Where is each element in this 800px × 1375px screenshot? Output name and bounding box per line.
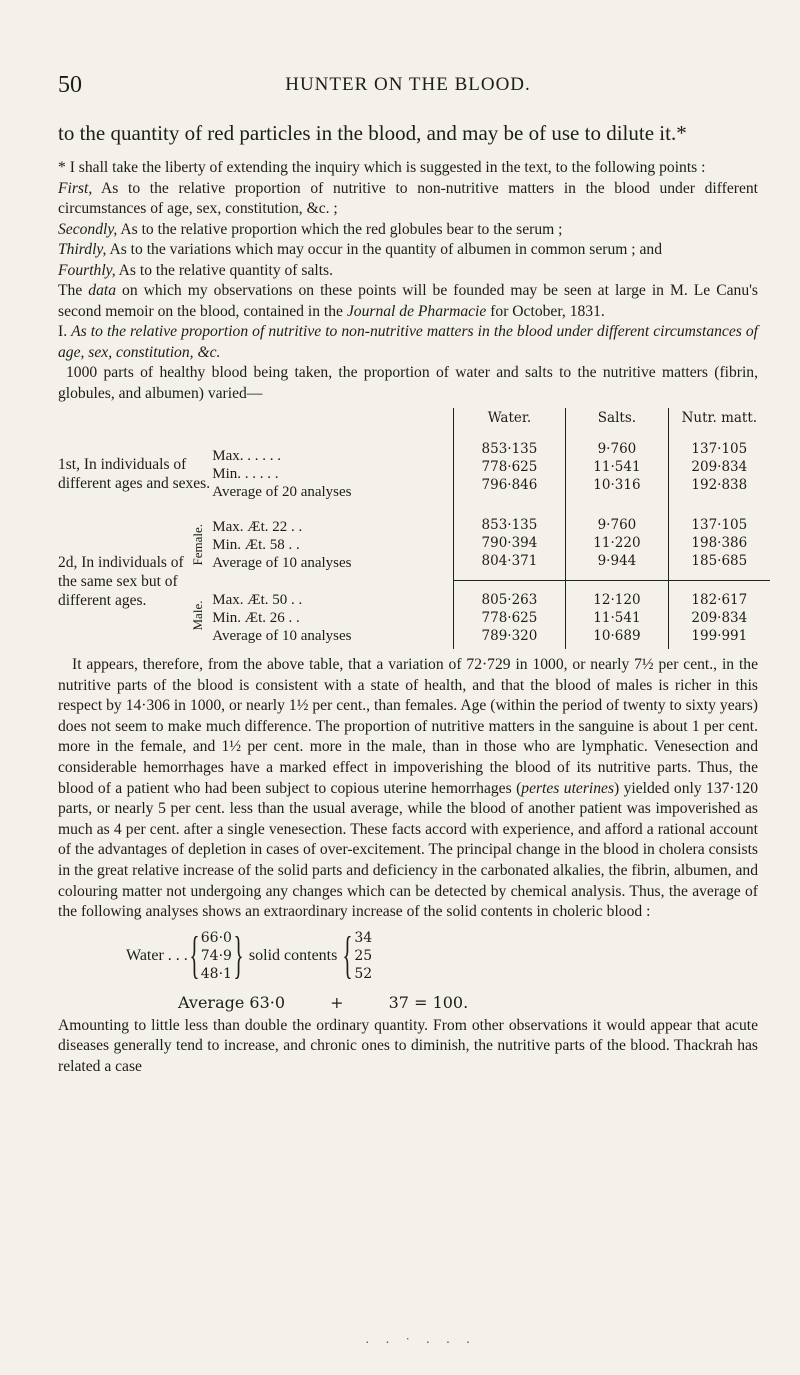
footnote-third	[58, 240, 758, 261]
cell: 9·760	[597, 517, 637, 533]
header-water: Water.	[453, 408, 566, 428]
cell: 853·135	[481, 517, 538, 533]
cell: 9·760	[597, 441, 637, 457]
average-solid: 37	[388, 992, 409, 1012]
running-title: HUNTER ON THE BLOOD.	[285, 74, 531, 95]
section-title: As to the relative proportion of nutritive to non-nutritive matters in the blood under different circumstances of age, sex, constitution, &c.	[58, 323, 758, 361]
male-row-label: Max. Æt. 50 . .	[212, 591, 303, 608]
male-water	[453, 581, 566, 650]
intro-paragraph: to the quantity of red particles in the blood, and may be of use to dilute it.*	[58, 121, 687, 145]
water-value: 66·0	[200, 929, 232, 946]
female-nutr	[668, 508, 770, 581]
left-brace: {	[342, 926, 353, 984]
footnote-second	[58, 220, 758, 241]
male-row-labels	[212, 581, 453, 650]
body-p2: ) yielded only 137·120 parts, or nearly 5 per cent. less than the usual average, while the blood of another patient was impoverished as much as 4 per cent. after a single venesection. These facts accord with experience, and afford a rational account of the advantages of depletion in cases of over-excitement. The principal change in the blood in cholera consists in the great relative increase of the solid parts and deficiency in the carbonated alkalies, the fibrin, albumen, and colouring matter not undergoing any changes which can be detected by chemical analysis. Thus, the average of the following analyses shows an extraordinary increase of the solid contents in choleric blood :	[58, 779, 758, 921]
salts-table	[58, 408, 770, 649]
body-p1: It appears, therefore, from the above table, that a variation of 72·729 in 1000, or nearly 7½ per cent., in the nutritive parts of the blood is consistent with a state of health, and that the blood of males is richer in this respect by 14·306 in 1000, or nearly 1½ per cent., than females. Age (within the period of twenty to sixty years) does not seem to make much difference. The proportion of nutritive matters in the sanguine is about 1 per cent. more in the female, and 1½ per cent. more in the male, than in those who are lymphatic. Venesection and considerable hemorrhages have a marked effect in impoverishing the blood of its nutritive parts. Thus, the blood of a patient who had been subject to copious uterine hemorrhages (	[58, 656, 758, 797]
solid-value: 52	[354, 965, 373, 982]
cell: 198·386	[691, 535, 748, 551]
cell: 11·541	[593, 459, 641, 475]
section-heading	[58, 322, 758, 363]
data-p1: The	[58, 282, 83, 299]
cell: 192·838	[691, 477, 748, 493]
cell: 10·689	[593, 628, 641, 644]
data-p2: on which my observations on these points will be founded may be seen at large in M. Le Canu's second memoir on the blood, contained in the	[58, 282, 758, 320]
third-label: Thirdly,	[58, 241, 107, 258]
cell: 10·316	[593, 477, 641, 493]
cell: 805·263	[481, 592, 538, 608]
data-word: data	[88, 282, 116, 299]
footnote-first	[58, 179, 758, 220]
female-row-label: Average of 10 analyses	[212, 555, 352, 572]
running-head	[58, 72, 758, 106]
footnote-lead: * I shall take the liberty of extending the inquiry which is suggested in the text, to the following points :	[58, 159, 706, 176]
cell: 853·135	[481, 441, 538, 457]
cell: 778·625	[481, 610, 538, 626]
second-text: As to the relative proportion which the red globules bear to the serum ;	[120, 220, 563, 238]
first-text: As to the relative proportion of nutritive to non-nutritive matters in the blood under different circumstances of age, sex, constitution, &c. ;	[58, 179, 759, 217]
male-salts	[566, 581, 668, 650]
table1-row-label: Max. . . . . .	[212, 448, 282, 464]
table1-row-label: Average of 20 analyses	[212, 484, 352, 500]
fourth-text: As to the relative quantity of salts.	[118, 261, 334, 279]
solid-label: solid contents	[248, 946, 338, 964]
solid-value: 34	[354, 929, 373, 946]
cell: 790·394	[481, 535, 538, 551]
cell: 9·944	[597, 553, 637, 569]
average-label: Average	[178, 992, 245, 1012]
table2-label: 2d, In individuals of the same sex but of different ages.	[58, 554, 184, 609]
fourth-label: Fourthly,	[58, 261, 116, 279]
male-label: Male.	[190, 599, 206, 630]
male-row-label: Average of 10 analyses	[212, 627, 352, 644]
cell: 11·220	[593, 535, 641, 551]
first-label: First,	[58, 179, 93, 197]
solid-value: 25	[354, 947, 373, 964]
closing-paragraph: Amounting to little less than double the ordinary quantity. From other observations it would appear that acute diseases generally tend to increase, and chronic ones to diminish, the nutritive parts of the blood. Thackrah has related a case	[58, 1016, 758, 1075]
water-label: Water . . .	[126, 946, 188, 964]
male-nutr	[668, 581, 770, 650]
header-salts: Salts.	[566, 408, 668, 428]
cell: 209·834	[691, 459, 748, 475]
equals-hundred: = 100.	[414, 992, 469, 1012]
section-number: I.	[58, 323, 68, 340]
journal-title: Journal de Pharmacie	[346, 302, 487, 320]
cell: 778·625	[481, 459, 538, 475]
table1-salts	[566, 428, 668, 508]
table1-label: 1st, In individuals of different ages and sexes.	[58, 456, 211, 492]
cell: 182·617	[691, 592, 748, 608]
footnote-fourth	[58, 261, 758, 282]
page-smudge: · · ˙ · · ·	[365, 1336, 477, 1351]
cell: 804·371	[481, 553, 538, 569]
female-salts	[566, 508, 668, 581]
parts-paragraph: 1000 parts of healthy blood being taken, the proportion of water and salts to the nutritive matters (fibrin, globules, and albumen) varied—	[58, 364, 758, 402]
cell: 137·105	[691, 517, 748, 533]
female-row-labels	[212, 508, 453, 581]
pertes-uterines: pertes uterines	[521, 779, 615, 797]
female-row-label: Min. Æt. 58 . .	[212, 537, 300, 554]
cell: 12·120	[593, 592, 641, 608]
water-values	[201, 929, 232, 983]
table1-nutr	[668, 428, 770, 508]
solid-values	[354, 929, 372, 983]
cell: 789·320	[481, 628, 538, 644]
water-value: 48·1	[200, 965, 232, 982]
female-row-label: Max. Æt. 22 . .	[212, 519, 303, 536]
female-label: Female.	[190, 523, 206, 566]
cell: 199·991	[691, 628, 748, 644]
header-nutr: Nutr. matt.	[668, 408, 770, 428]
third-text: As to the variations which may occur in the quantity of albumen in common serum ; and	[109, 241, 663, 258]
page	[58, 72, 758, 1078]
average-line	[178, 993, 758, 1012]
cell: 185·685	[691, 553, 748, 569]
right-brace: }	[233, 926, 244, 984]
water-value: 74·9	[200, 947, 232, 964]
cell: 11·541	[593, 610, 641, 626]
second-label: Secondly,	[58, 220, 118, 238]
cell: 137·105	[691, 441, 748, 457]
table1-water	[453, 428, 566, 508]
cell: 796·846	[481, 477, 538, 493]
body-paragraph	[58, 655, 758, 923]
female-water	[453, 508, 566, 581]
average-water: 63·0	[249, 992, 286, 1012]
left-brace: {	[189, 926, 200, 984]
cell: 209·834	[691, 610, 748, 626]
table1-row-label: Min. . . . . .	[212, 466, 279, 482]
water-solid-block	[126, 926, 758, 984]
page-number: 50	[58, 72, 82, 98]
data-p3: for October, 1831.	[490, 302, 605, 320]
plus-sign: +	[330, 992, 344, 1012]
footnote-data	[58, 281, 758, 322]
male-row-label: Min. Æt. 26 . .	[212, 609, 300, 626]
table1-row-labels	[212, 428, 453, 508]
